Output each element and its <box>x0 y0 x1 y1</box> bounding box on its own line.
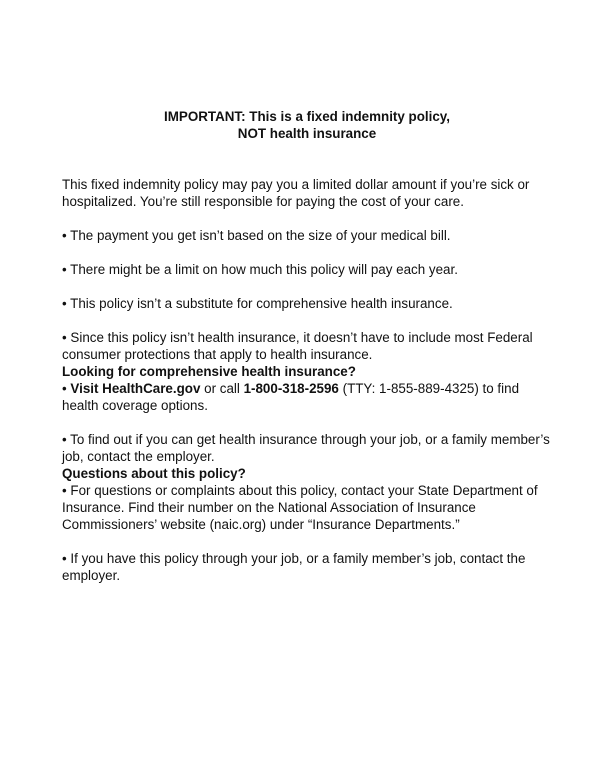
intro-paragraph: This fixed indemnity policy may pay you a limited dollar amount if you’re sick or hospitalized. You’re still responsible for paying the cost of your care. <box>62 177 530 209</box>
questions-heading: Questions about this policy? <box>62 466 246 481</box>
questions-state-line: • For questions or complaints about this policy, contact your State Department of Insurance. Find their number on the National Association of Insurance Commissioners’ website (naic.org) under “Insurance Departments.” <box>62 483 538 532</box>
bullet-marker: • <box>62 381 71 396</box>
bullet-protections: • Since this policy isn’t health insurance, it doesn’t have to include most Federal consumer protections that apply to health insurance. <box>62 330 533 362</box>
bullet-substitute: • This policy isn’t a substitute for comprehensive health insurance. <box>62 296 453 311</box>
comprehensive-visit-line <box>62 380 552 414</box>
call-text: or call <box>200 381 244 396</box>
questions-employer-line: • If you have this policy through your job, or a family member’s job, contact the employer. <box>62 551 526 583</box>
phone-number[interactable]: 1-800-318-2596 <box>243 381 339 396</box>
notice-title-line1: IMPORTANT: This is a fixed indemnity policy, <box>164 109 450 124</box>
tty-text: (TTY: 1-855-889-4325) to find health coverage options. <box>62 381 520 413</box>
comprehensive-employer-line: • To find out if you can get health insurance through your job, or a family member’s job, contact the employer. <box>62 432 550 464</box>
bullet-limit: • There might be a limit on how much this policy will pay each year. <box>62 262 458 277</box>
bullet-payment: • The payment you get isn’t based on the size of your medical bill. <box>62 228 451 243</box>
notice-document <box>62 108 552 584</box>
healthcare-gov-link[interactable]: Visit HealthCare.gov <box>70 381 201 396</box>
comprehensive-heading: Looking for comprehensive health insurance? <box>62 364 356 379</box>
notice-title-line2: NOT health insurance <box>237 126 377 141</box>
